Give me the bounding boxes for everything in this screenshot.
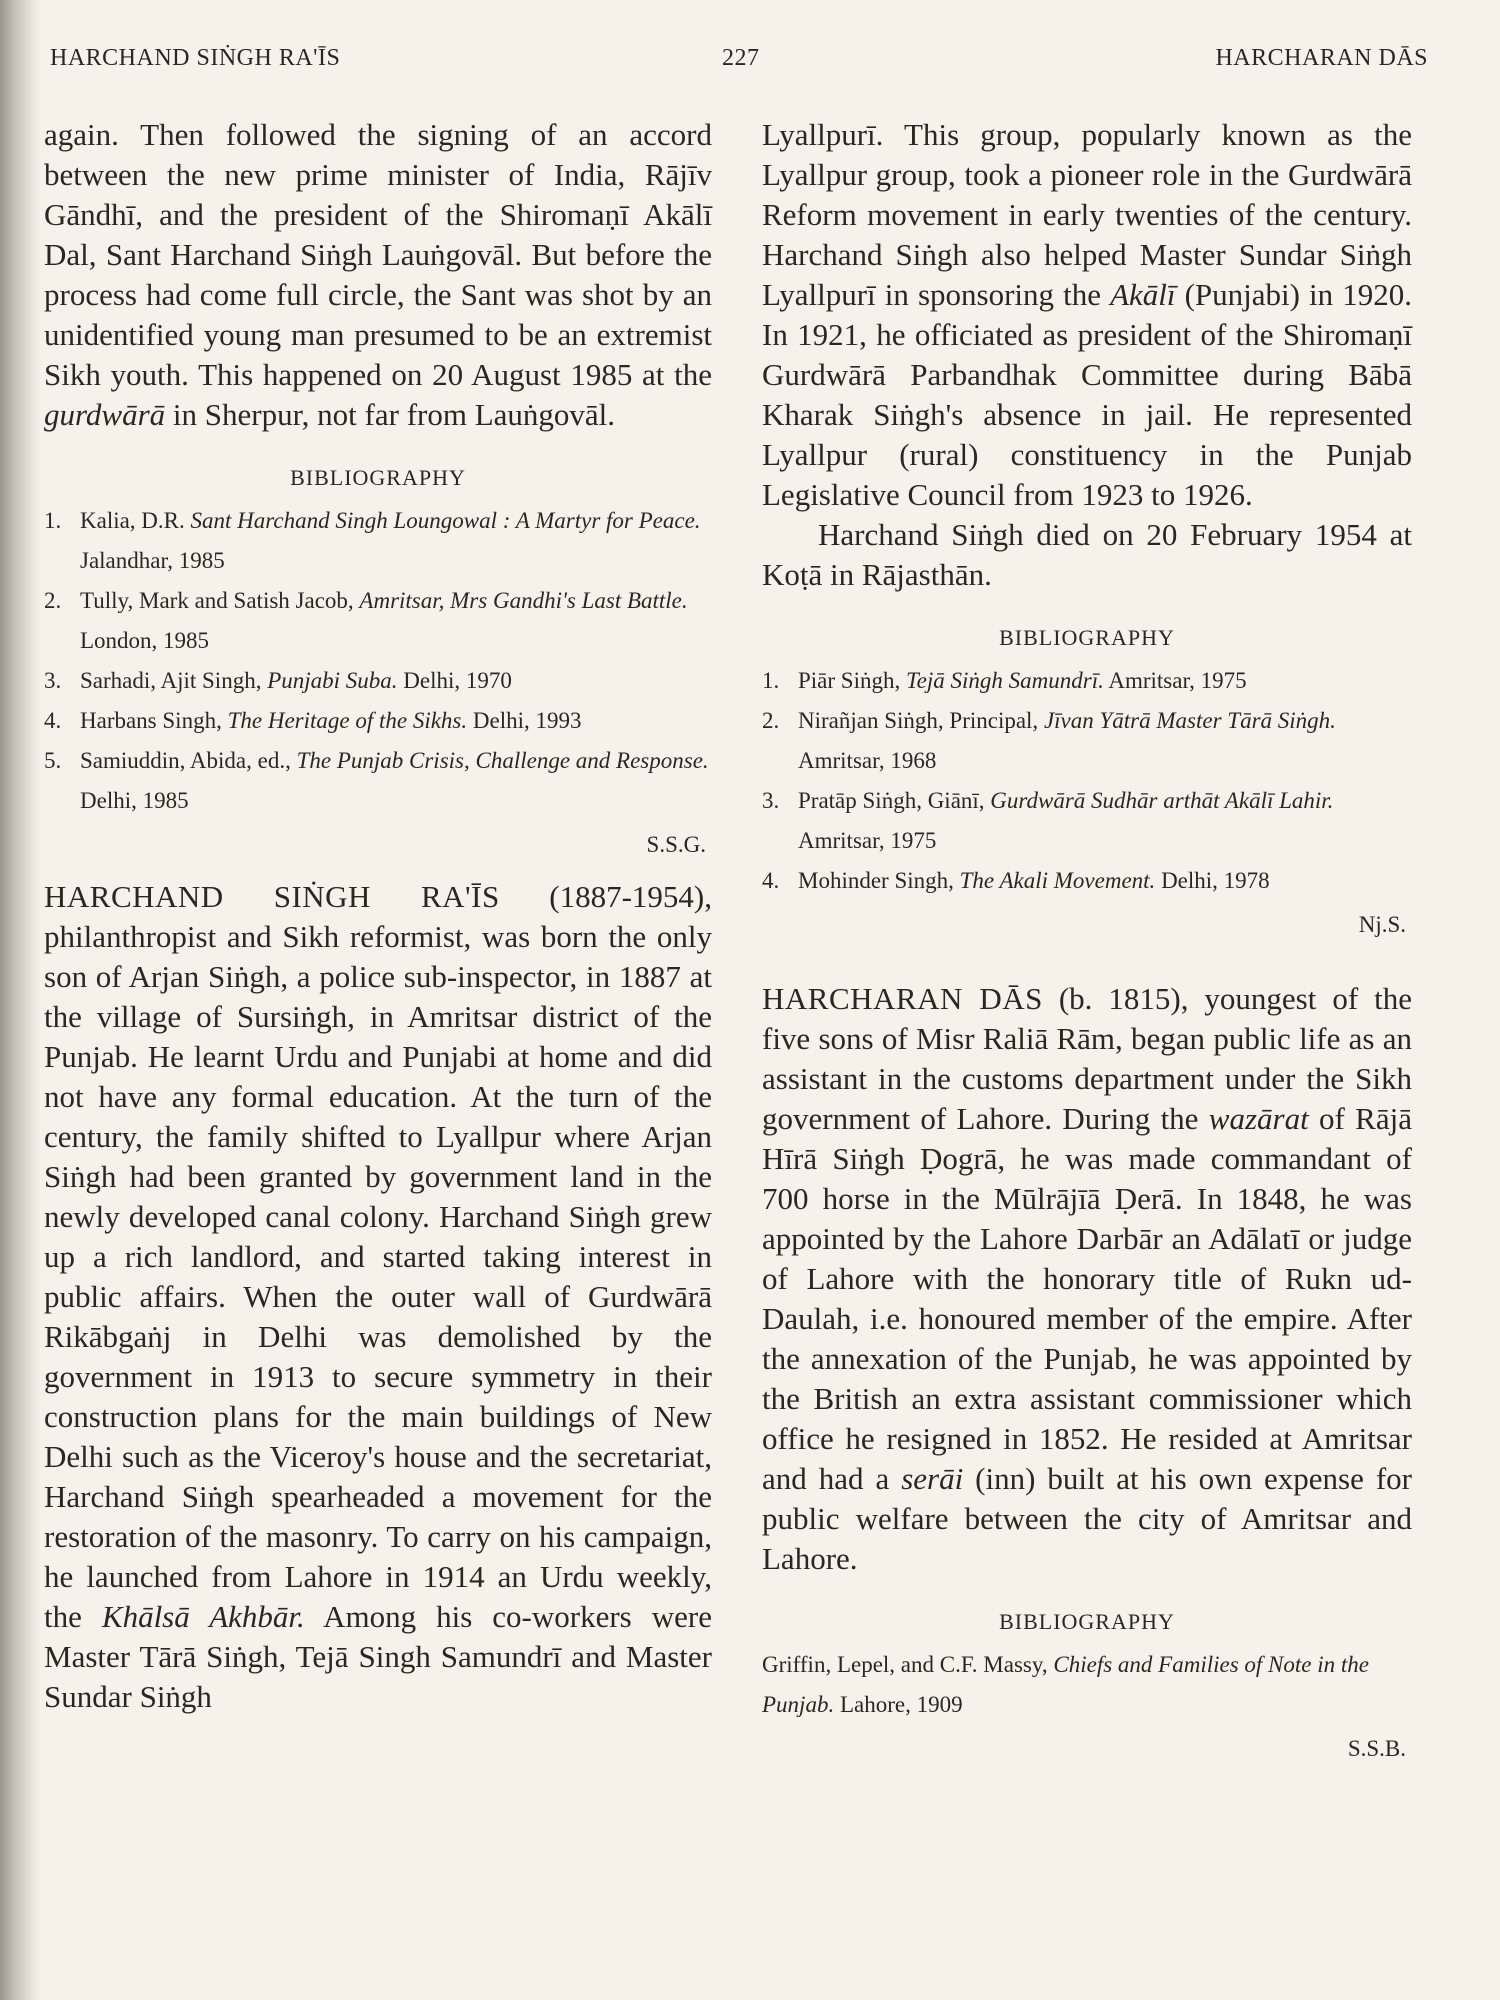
bibliography-item: 4. Harbans Singh, The Heritage of the Sikhs. Delhi, 1993 [44, 708, 582, 733]
left-column [44, 115, 712, 1717]
author-signature: S.S.G. [646, 832, 706, 857]
running-head-right: HARCHARAN DĀS [1215, 45, 1428, 71]
page-number: 227 [722, 45, 760, 71]
continuation-paragraph: again. Then followed the signing of an accord between the new prime minister of India, Rājīv Gāndhī, and the president of the Shiromaṇī Akālī Dal, Sant Harchand Siṅgh Lauṅgovāl. But before the process had come full circle, the Sant was shot by an unidentified young man presumed to be an extremist Sikh youth. This happened on 20 August 1985 at the gurdwārā in Sherpur, not far from Lauṅgovāl. [44, 117, 712, 432]
running-head-left: HARCHAND SIṄGH RA'ĪS [50, 45, 341, 71]
bibliography-item: Griffin, Lepel, and C.F. Massy, Chiefs and Families of Note in the Punjab. Lahore, 1909 [762, 1652, 1369, 1717]
bibliography-item: 4. Mohinder Singh, The Akali Movement. Delhi, 1978 [762, 868, 1270, 893]
entry-harcharan-das: HARCHARAN DĀS (b. 1815), youngest of the five sons of Misr Raliā Rām, began public life as an assistant in the customs department under the Sikh government of Lahore. During the wazārat of Rājā Hīrā Siṅgh Ḍogrā, he was made commandant of 700 horse in the Mūlrājīā Ḍerā. In 1848, he was appointed by the Lahore Darbār an Adālatī or judge of Lahore with the honorary title of Rukn ud-Daulah, i.e. honoured member of the empire. After the annexation of the Punjab, he was appointed by the British an extra assistant commissioner which office he resigned in 1852. He resided at Amritsar and had a serāi (inn) built at his own expense for public welfare between the city of Amritsar and Lahore. [762, 981, 1412, 1576]
bibliography-list [762, 661, 1412, 901]
bibliography-heading: BIBLIOGRAPHY [999, 1609, 1175, 1634]
continuation-paragraph-right: Lyallpurī. This group, popularly known as the Lyallpur group, took a pioneer role in the Gurdwārā Reform movement in early twenties of the century. Harchand Siṅgh also helped Master Sundar Siṅgh Lyallpurī in sponsoring the Akālī (Punjabi) in 1920. In 1921, he officiated as president of the Shiromaṇī Gurdwārā Parbandhak Committee during Bābā Kharak Siṅgh's absence in jail. He represented Lyallpur (rural) constituency in the Punjab Legislative Council from 1923 to 1926. [762, 117, 1412, 512]
author-signature: Nj.S. [1358, 912, 1406, 937]
bibliography-item: 1. Piār Siṅgh, Tejā Siṅgh Samundrī. Amritsar, 1975 [762, 668, 1247, 693]
page-gutter-shadow [0, 0, 40, 2000]
entry-headword: HARCHAND SIṄGH RA'ĪS [44, 879, 500, 914]
author-signature: S.S.B. [1347, 1736, 1406, 1761]
bibliography-item: 5. Samiuddin, Abida, ed., The Punjab Crisis, Challenge and Response. Delhi, 1985 [44, 748, 709, 813]
bibliography-item: 2. Nirañjan Siṅgh, Principal, Jīvan Yātrā Master Tārā Siṅgh. Amritsar, 1968 [762, 708, 1336, 773]
bibliography-item: 3. Sarhadi, Ajit Singh, Punjabi Suba. Delhi, 1970 [44, 668, 512, 693]
right-column [762, 115, 1412, 1767]
bibliography-list [44, 501, 712, 821]
bibliography-heading: BIBLIOGRAPHY [290, 465, 466, 490]
bibliography-item: 1. Kalia, D.R. Sant Harchand Singh Loungowal : A Martyr for Peace. Jalandhar, 1985 [44, 508, 701, 573]
entry-headword: HARCHARAN DĀS [762, 981, 1043, 1016]
bibliography-item: 3. Pratāp Siṅgh, Giānī, Gurdwārā Sudhār arthāt Akālī Lahir. Amritsar, 1975 [762, 788, 1334, 853]
bibliography-item: 2. Tully, Mark and Satish Jacob, Amritsar, Mrs Gandhi's Last Battle. London, 1985 [44, 588, 688, 653]
entry-harchand-singh-rais: HARCHAND SIṄGH RA'ĪS (1887-1954), philanthropist and Sikh reformist, was born the only son of Arjan Siṅgh, a police sub-inspector, in 1887 at the village of Sursiṅgh, in Amritsar district of the Punjab. He learnt Urdu and Punjabi at home and did not have any formal education. At the turn of the century, the family shifted to Lyallpur where Arjan Siṅgh had been granted by government land in the newly developed canal colony. Harchand Siṅgh grew up a rich landlord, and started taking interest in public affairs. When the outer wall of Gurdwārā Rikābgaṅj in Delhi was demolished by the government in 1913 to secure symmetry in their construction plans for the main buildings of New Delhi such as the Viceroy's house and the secretariat, Harchand Siṅgh spearheaded a movement for the restoration of the masonry. To carry on his campaign, he launched from Lahore in 1914 an Urdu weekly, the Khālsā Akhbār. Among his co-workers were Master Tārā Siṅgh, Tejā Singh Samundrī and Master Sundar Siṅgh [44, 879, 712, 1714]
death-paragraph: Harchand Siṅgh died on 20 February 1954 at Koṭā in Rājasthān. [762, 517, 1412, 592]
bibliography-heading: BIBLIOGRAPHY [999, 625, 1175, 650]
